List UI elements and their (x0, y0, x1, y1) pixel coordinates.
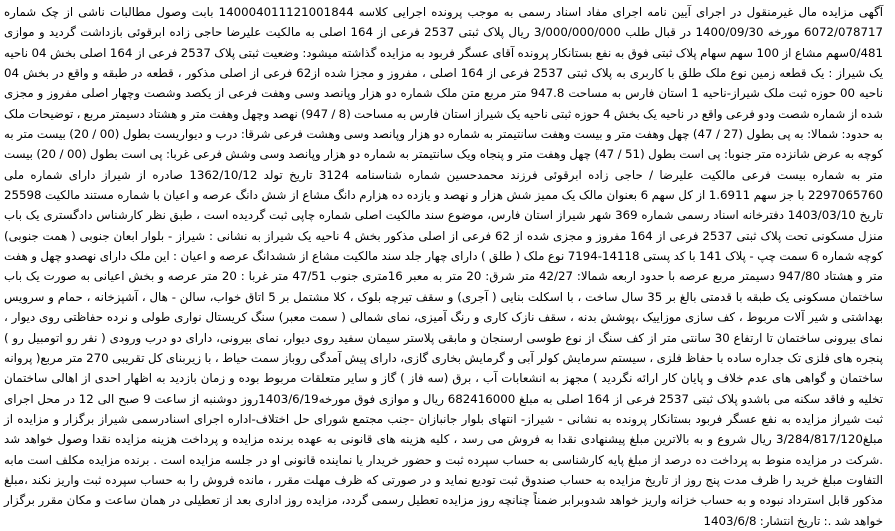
notice-text: آگهی مزایده مال غیرمنقول در اجرای آیین نامه اجرای مفاد اسناد رسمی به موجب پرونده اجرایی کلاسه 140004011121001844 بابت وصول مطالبات ناشی از چک شماره 6072/078717 مورخه 1400/09/30 در قبال طلب 3/000/000/000 ریال پلاک ثبتی 2537 فرعی از 164 اصلی به مالکیت علیرضا حاجی زاده ابرقوئی بازداشت گردید و موازی 0/481سهم مشاع از 100 سهم سهام پلاک ثبتی فوق به نفع بستانکار پرونده آقای عسگر فربود به مزایده گذاشته میشود: وضعیت ثبتی پلاک 2537 فرعی از 164 اصلی بخش 04 ناحیه یک شیراز : یک قطعه زمین نوع ملک طلق با کاربری به پلاک ثبتی 2537 فرعی از 164 اصلی ، مفروز و مجزا شده از62 فرعی از اصلی مذکور ، قطعه در طبقه و واقع در بخش 04 ناحیه 00 حوزه ثبت ملک شیراز-ناحیه 1 استان فارس به مساحت 947.8 متر مربع متن ملک شماره دو هزار وپانصد وسی وهفت فرعی از یکصد وشصت وچهار اصلی مفروز و مجزی شده از شماره شصت ودو فرعی واقع در ناحیه یک بخش 4 حوزه ثبتی ناحیه یک شیراز استان فارس به مساحت (8 / 947) نهصد وچهل وهفت متر و هشتاد دسیمتر مربع ، توضیحات ملک به حدود: شمالا: به پی بطول (27 / 47) چهل وهفت متر و بیست وهفت سانتیمتر به شماره دو هزار وپانصد وسی وهشت فرعی شرقا: درب و دیواریست بطول (00 / 20) بیست متر به کوچه به عرض شانزده متر جنوبا: پی است بطول (51 / 47) چهل وهفت متر و پنجاه ویک سانتیمتر به شماره دو هزار وپانصد وسی وشش فرعی غربا: پی است بطول (00 / 20) بیست متر به شماره بیست فرعی مالکیت علیرضا / حاجی زاده ابرقوئی فرزند محمدحسین شماره شناسنامه 3124 تاریخ تولد 1362/10/12 صادره از شیراز دارای شماره ملی 2297065760 با جز سهم 1.6911 از کل سهم 6 بعنوان مالک یک ممیز شش هزار و نهصد و یازده ده هزارم دانگ مشاع از شش دانگ عرصه و اعیان با شماره مستند مالکیت 25598 تاریخ 1403/03/10 دفترخانه اسناد رسمی شماره 369 شهر شیراز استان فارس، موضوع سند مالکیت اصلی شماره چاپی ثبت گردیده است ، طبق نظر کارشناس دادگستری یک باب منزل مسکونی تحت پلاک ثبتی 2537 فرعی از 164 مفروز و مجزی شده از 62 فرعی از اصلی مذکور بخش 4 ناحیه یک شیراز به نشانی : شیراز - بلوار ابعان جنوبی ( همت جنوبی) کوچه شماره 6 سمت چپ - پلاک 141 با کد پستی 14118-7194 نوع ملک ( طلق ) دارای چهار جلد سند مالکیت مشاع از ششدانگ عرصه و اعیان : این ملک دارای نهصدو چهل و هفت متر و هشتاد 947/80 دسیمتر مربع عرصه با حدود اربعه شمالا: 42/27 متر شرق: 20 متر به معبر 16متری جنوب 47/51 متر غربا : 20 متر عرصه و بخش اعیانی به صورت یک باب ساختمان مسکونی یک طبقه با قدمتی بالغ بر 35 سال ساخت ، با اسکلت بنایی ( آجری) و سقف تیرچه بلوک ، کلا مشتمل بر 5 اتاق خواب، سالن - هال ، آشپزخانه ، حمام و سرویس بهداشتی و شیر آلات مربوط ، کف سازی موزاییک ،پوشش بدنه ، سقف نازک کاری و رنگ آمیزی، نمای شمالی ( سمت معبر) سنگ کریستال نواری طولی و نرده حفاظتی روی دیوار ، نمای بیرونی ساختمان تا ارتفاع 30 سانتی متر از کف سنگ از نوع طوسی ارسنجان و مابقی پلاستر سیمان سفید روی دیوار، نمای بیرونی، دارای دو درب ورودی ( نفر رو اتومبیل رو ) پنجره های فلزی تک جداره ساده با حفاظ فلزی ، سیستم سرمایش کولر آبی و گرمایش بخاری گازی، دارای پیش آمدگی روباز سمت حیاط ، با زیربنای کل تقریبی 270 متر مربع( پروانه ساختمان و گواهی های عدم خلاف و پایان کار ارائه نگردید ) مجهز به انشعابات آب ، برق (سه فاز ) گاز و سایر متعلقات مربوط بوده و زمان بازدید به اظهار احدی از اهالی ساختمان تخلیه و فاقد سکنه می باشدو پلاک ثبتی 2537 فرعی از 164 اصلی به مبلغ 682416000 ریال و موازی فوق مورخه1403/6/19روز دوشنبه از ساعت 9 صبح الی 12 در محل اجرای ثبت شیراز مزایده به نفع عسگر فربود بستانکار پرونده به نشانی - شیراز- انتهای بلوار جانبازان -جنب مجتمع شورای حل اختلاف-اداره اجرای اسنادرسمی شیراز برگزار و مزایده از مبلغ3/284/817/120 ریال شروع و به بالاترین مبلغ پیشنهادی نقدا به فروش می رسد ، کلیه هزینه های قانونی به عهده برنده مزایده و پرداخت هزینه مزایده نقدا وصول خواهد شد .شرکت در مزایده منوط به پرداخت ده درصد از مبلغ پایه کارشناسی به حساب سپرده ثبت و حضور خریدار یا نماینده قانونی او در جلسه مزایده است . برنده مزایده مکلف است مابه التفاوت مبلغ خرید را ظرف مدت پنج روز از تاریخ مزایده به حساب صندوق ثبت تودیع نماید و در صورتی که ظرف مهلت مقرر ، مانده فروش را به حساب سپرده ثبت واریز نکند ،مبلغ مذکور قابل استرداد نبوده و به حساب خزانه واریز خواهد شدوبرابر ضمناً چنانچه روز مزایده تعطیل رسمی گردد، مزایده روز اداری بعد از تعطیلی در همان ساعت و مکان مقرر برگزار خواهد شد .: تاریخ انتشار: 1403/6/8 (4, 5, 884, 528)
